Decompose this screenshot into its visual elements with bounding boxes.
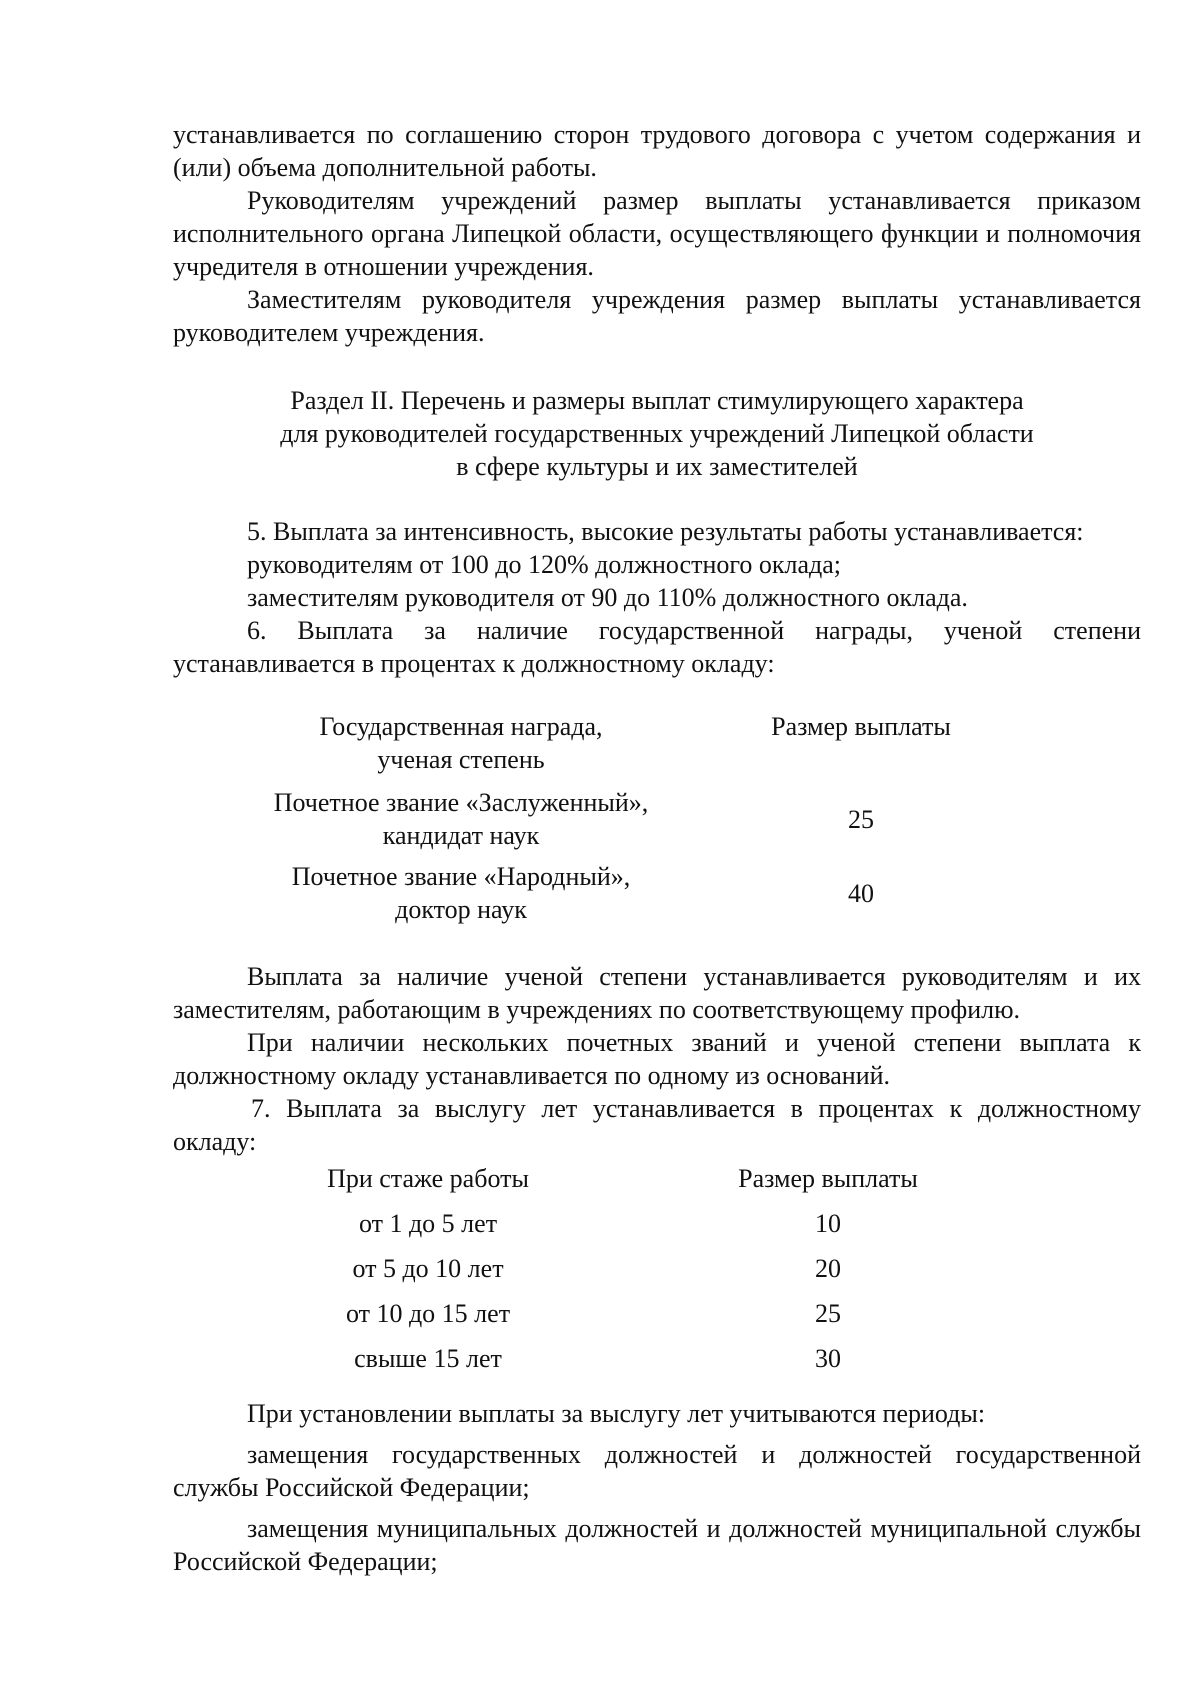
period-cell: от 1 до 5 лет <box>358 1209 498 1238</box>
table-header-cell: Размер выплаты <box>771 712 951 741</box>
item-5-deputies: заместителям руководителя от 90 до 110% должностного оклада. <box>247 583 968 612</box>
awards-table <box>261 710 1061 934</box>
document-page <box>173 118 1141 1578</box>
paragraph-degree: Выплата за наличие ученой степени устанавливается руководителям и их заместителям, работающим в учреждениях по соответствующему профилю. <box>173 962 1141 1024</box>
item-5-heads: руководителям от 100 до 120% должностного оклада; <box>247 550 842 579</box>
value-cell: 10 <box>815 1209 841 1238</box>
table-row <box>263 1252 1063 1297</box>
award-value: 40 <box>848 878 874 908</box>
award-value: 25 <box>848 804 874 834</box>
award-cell <box>261 786 661 860</box>
table-header-cell: При стаже работы <box>327 1164 529 1193</box>
header-text: ученая степень <box>377 745 545 774</box>
table-row <box>263 1207 1063 1252</box>
table-row <box>263 1297 1063 1342</box>
table-header-row <box>263 1162 1063 1207</box>
award-text: Почетное звание «Заслуженный», <box>273 788 649 817</box>
paragraph-multiple-titles: При наличии нескольких почетных званий и ученой степени выплата к должностному окладу устанавливается по одному из оснований. <box>173 1028 1141 1090</box>
table-row <box>261 860 1061 934</box>
value-cell: 25 <box>815 1299 841 1328</box>
paragraph-deputies: Заместителям руководителя учреждения размер выплаты устанавливается руководителем учреждения. <box>173 285 1141 347</box>
award-text: доктор наук <box>395 895 527 924</box>
paragraph-continuation: устанавливается по соглашению сторон трудового договора с учетом содержания и (или) объема дополнительной работы. <box>173 120 1141 182</box>
table-header-cell <box>261 710 661 786</box>
table-header-row <box>261 710 1061 786</box>
section-heading-line: для руководителей государственных учреждений Липецкой области <box>280 419 1034 448</box>
period-item: замещения муниципальных должностей и должностей муниципальной службы Российской Федерации; <box>173 1514 1141 1576</box>
award-text: Почетное звание «Народный», <box>291 862 631 891</box>
table-row <box>261 786 1061 860</box>
periods-intro: При установлении выплаты за выслугу лет учитываются периоды: <box>247 1399 986 1428</box>
period-cell: от 10 до 15 лет <box>345 1299 511 1328</box>
seniority-table <box>263 1162 1063 1387</box>
item-6-intro: 6. Выплата за наличие государственной награды, ученой степени устанавливается в процентах к должностному окладу: <box>173 616 1141 678</box>
value-cell: 20 <box>815 1254 841 1283</box>
item-5-intro: 5. Выплата за интенсивность, высокие результаты работы устанавливается: <box>247 517 1084 546</box>
header-text: Государственная награда, <box>319 712 603 741</box>
period-item: замещения государственных должностей и должностей государственной службы Российской Федерации; <box>173 1440 1141 1502</box>
period-cell: свыше 15 лет <box>354 1344 502 1373</box>
award-text: кандидат наук <box>382 821 540 850</box>
section-heading <box>173 384 1141 483</box>
table-header-cell: Размер выплаты <box>738 1164 918 1193</box>
award-cell <box>261 860 661 934</box>
section-heading-line: в сфере культуры и их заместителей <box>456 452 858 481</box>
value-cell: 30 <box>815 1344 841 1373</box>
item-7-intro: 7. Выплата за выслугу лет устанавливается в процентах к должностному окладу: <box>173 1094 1141 1156</box>
paragraph-heads: Руководителям учреждений размер выплаты устанавливается приказом исполнительного органа Липецкой области, осуществляющего функции и полномочия учредителя в отношении учреждения. <box>173 186 1141 281</box>
period-cell: от 5 до 10 лет <box>352 1254 504 1283</box>
table-row <box>263 1342 1063 1387</box>
section-heading-line: Раздел II. Перечень и размеры выплат стимулирующего характера <box>290 386 1024 415</box>
